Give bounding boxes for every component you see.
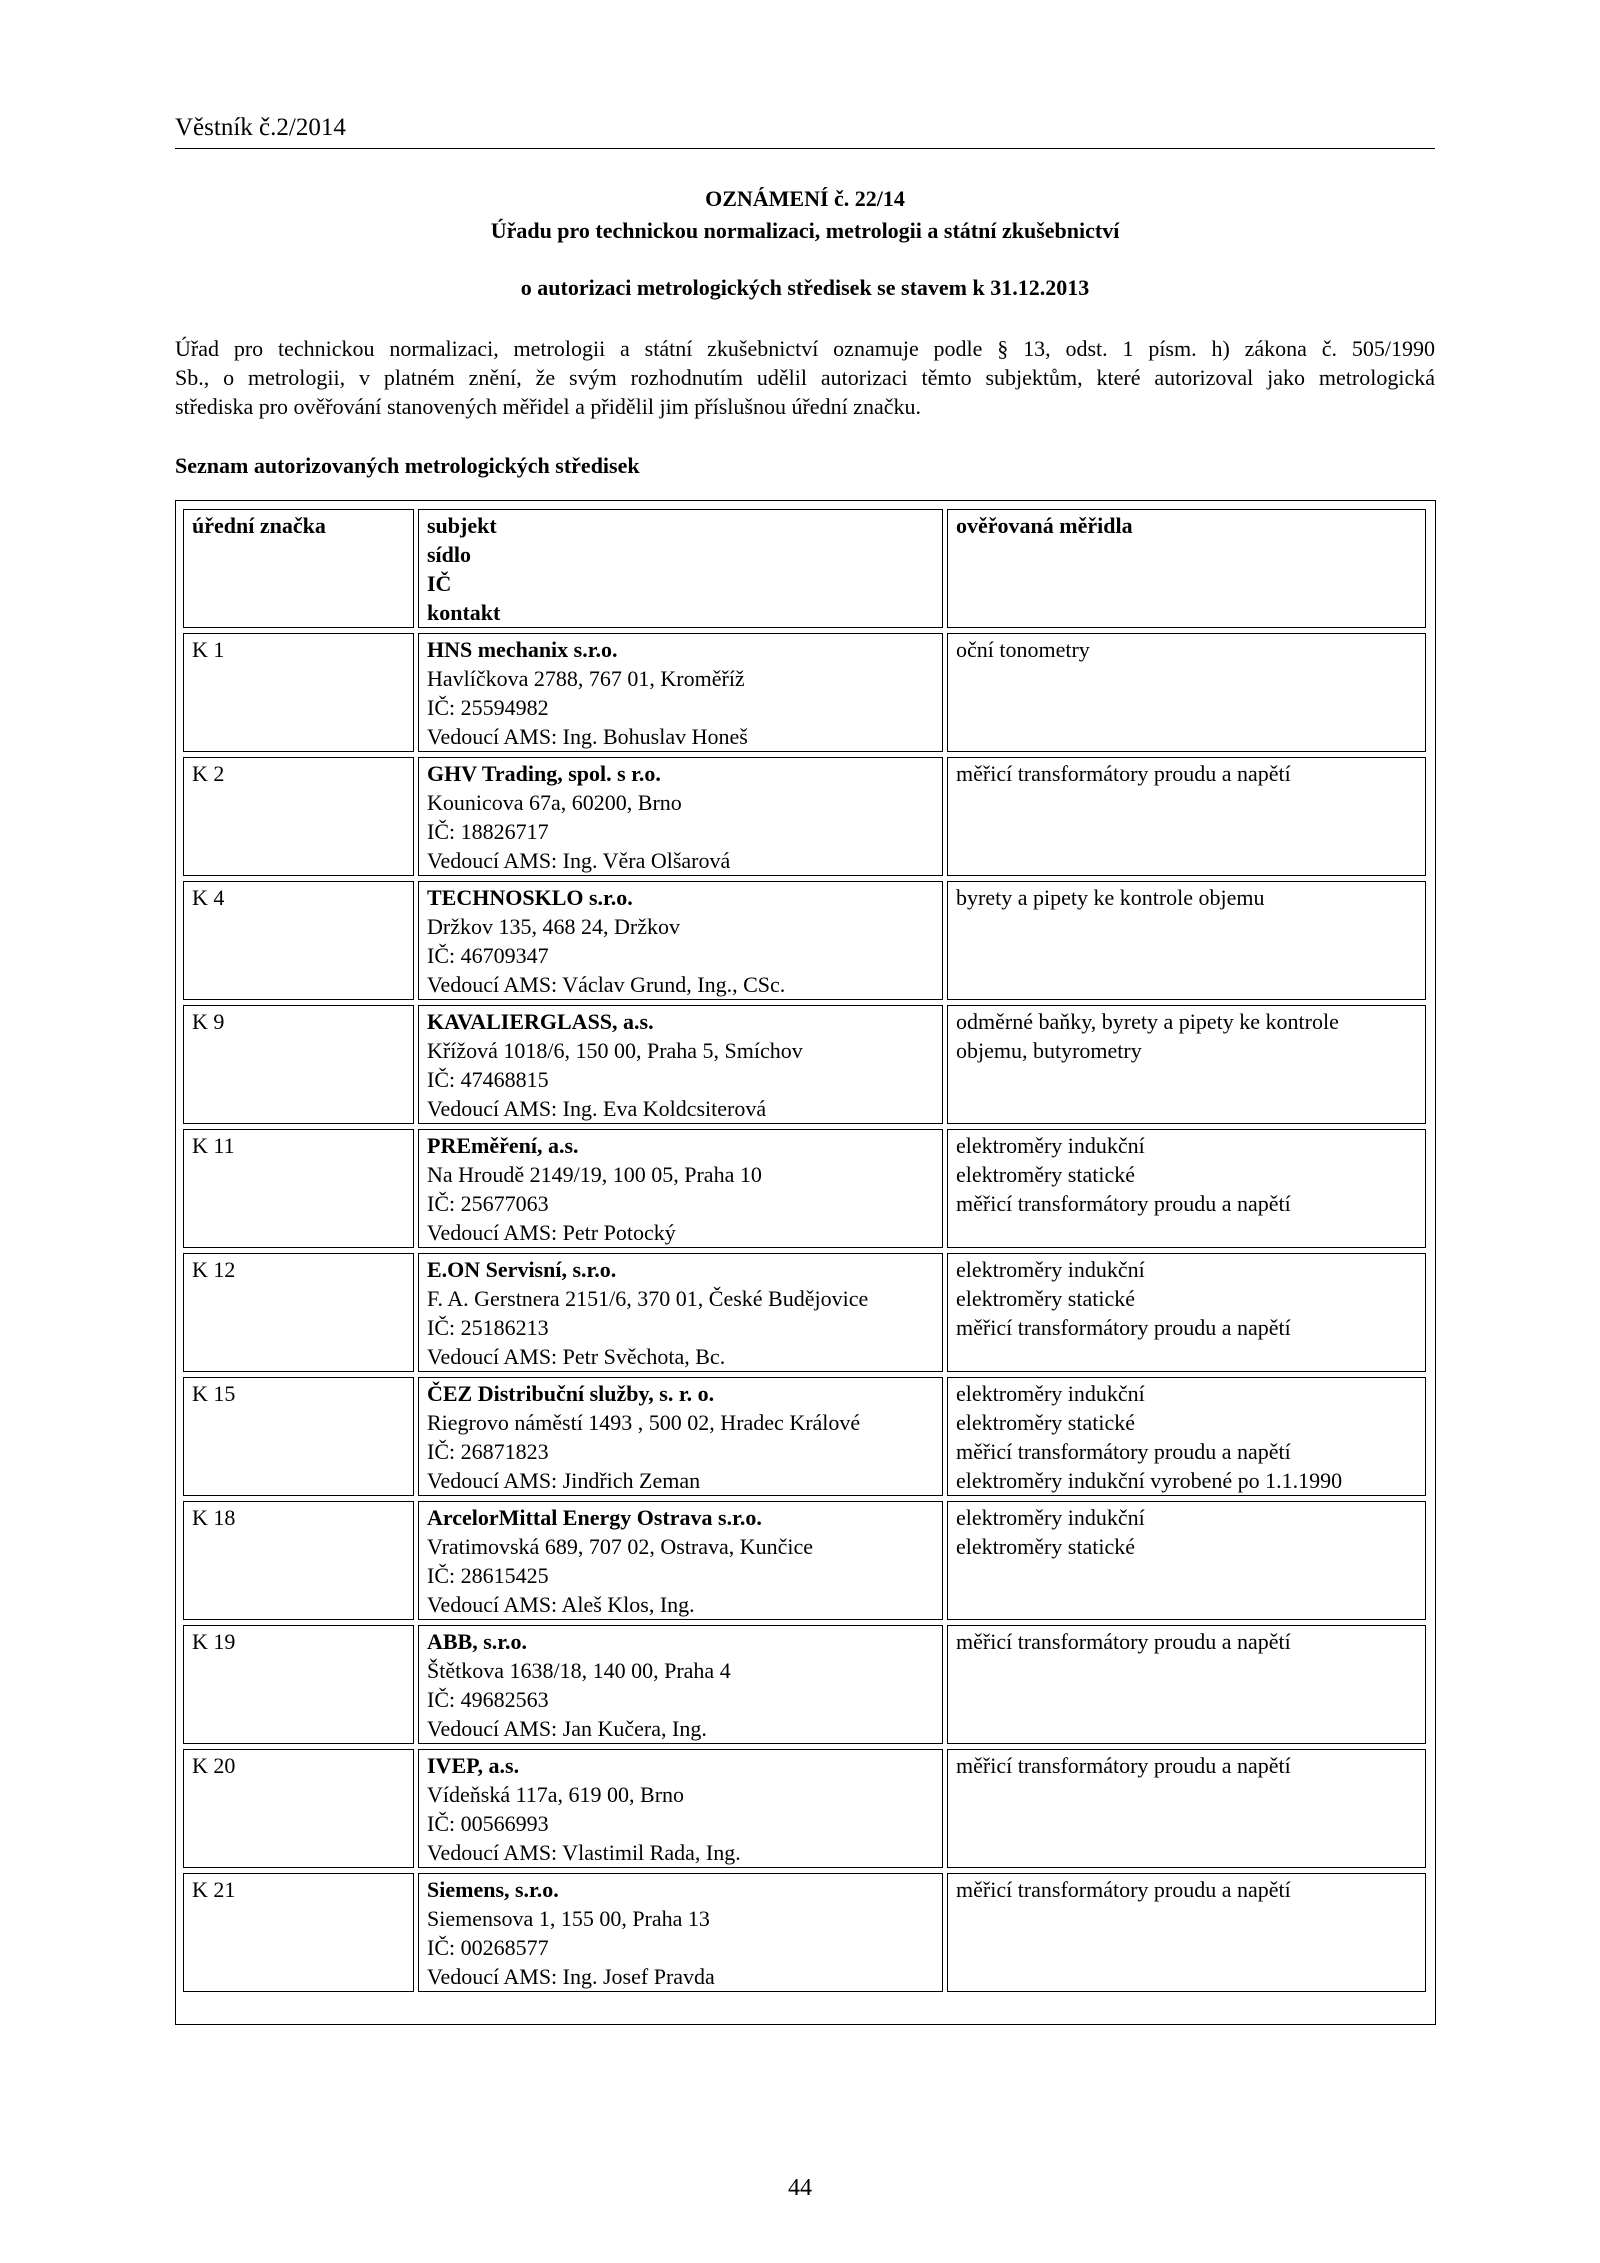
instrument-item: elektroměry indukční (956, 1133, 1145, 1158)
cell-subject (418, 1253, 943, 1372)
subject-ic: IČ: 25186213 (427, 1315, 549, 1340)
instrument-item: elektroměry statické (956, 1286, 1135, 1311)
subject-ic: IČ: 00566993 (427, 1811, 549, 1836)
cell-subject (418, 757, 943, 876)
subject-ic: IČ: 46709347 (427, 943, 549, 968)
page-number: 44 (788, 2175, 812, 2201)
cell-mark: K 15 (183, 1377, 414, 1496)
issuing-authority: Úřadu pro technickou normalizaci, metrologii a státní zkušebnictví (490, 218, 1120, 243)
subject-contact: Vedoucí AMS: Ing. Bohuslav Honeš (427, 724, 748, 749)
instrument-item: odměrné baňky, byrety a pipety ke kontrole (956, 1009, 1339, 1034)
instrument-item: elektroměry statické (956, 1410, 1135, 1435)
subject-name: ArcelorMittal Energy Ostrava s.r.o. (427, 1505, 762, 1530)
subject-address: Kounicova 67a, 60200, Brno (427, 790, 682, 815)
subject-ic: IČ: 25594982 (427, 695, 549, 720)
subject-address: Štětkova 1638/18, 140 00, Praha 4 (427, 1658, 731, 1683)
subject-ic: IČ: 28615425 (427, 1563, 549, 1588)
table-row (183, 1253, 1426, 1372)
table-row (183, 1377, 1426, 1496)
cell-instruments (947, 1253, 1426, 1372)
cell-instruments (947, 1625, 1426, 1744)
instrument-item: elektroměry indukční (956, 1257, 1145, 1282)
instrument-item: elektroměry indukční (956, 1505, 1145, 1530)
cell-subject (418, 881, 943, 1000)
subject-name: HNS mechanix s.r.o. (427, 637, 618, 662)
subject-contact: Vedoucí AMS: Ing. Věra Olšarová (427, 848, 731, 873)
table-header-row (183, 509, 1426, 628)
cell-mark: K 19 (183, 1625, 414, 1744)
cell-subject (418, 1501, 943, 1620)
cell-instruments (947, 633, 1426, 752)
header-label: kontakt (427, 600, 501, 625)
subject-name: KAVALIERGLASS, a.s. (427, 1009, 654, 1034)
subject-address: Siemensova 1, 155 00, Praha 13 (427, 1906, 710, 1931)
table-row (183, 881, 1426, 1000)
instrument-item: oční tonometry (956, 637, 1090, 662)
intro-line: Sb., o metrologii, v platném znění, že svým rozhodnutím udělil autorizaci těmto subjektům, které autorizoval jako metrologická (175, 365, 1435, 390)
cell-instruments (947, 1749, 1426, 1868)
cell-subject (418, 1749, 943, 1868)
intro-line: Úřad pro technickou normalizaci, metrologii a státní zkušebnictví oznamuje podle § 13, odst. 1 písm. h) zákona č. 505/1990 (175, 336, 1435, 361)
running-header: Věstník č.2/2014 (175, 112, 1435, 149)
header-label: IČ (427, 571, 452, 596)
intro-paragraph (175, 334, 1435, 421)
subject-name: ČEZ Distribuční služby, s. r. o. (427, 1381, 715, 1406)
instrument-item: měřicí transformátory proudu a napětí (956, 1629, 1291, 1654)
subject-address: Na Hroudě 2149/19, 100 05, Praha 10 (427, 1162, 762, 1187)
subject-contact: Vedoucí AMS: Aleš Klos, Ing. (427, 1592, 695, 1617)
cell-mark: K 4 (183, 881, 414, 1000)
table-row (183, 1873, 1426, 1992)
cell-instruments (947, 1005, 1426, 1124)
instrument-item: byrety a pipety ke kontrole objemu (956, 885, 1265, 910)
cell-mark: K 11 (183, 1129, 414, 1248)
instrument-item: měřicí transformátory proudu a napětí (956, 1315, 1291, 1340)
cell-subject (418, 1005, 943, 1124)
cell-subject (418, 633, 943, 752)
instrument-item: elektroměry indukční vyrobené po 1.1.1990 (956, 1468, 1343, 1493)
table-row (183, 1129, 1426, 1248)
cell-subject (418, 1129, 943, 1248)
cell-instruments (947, 1873, 1426, 1992)
cell-mark: K 12 (183, 1253, 414, 1372)
header-cell-mark: úřední značka (183, 509, 414, 628)
subject-address: Křížová 1018/6, 150 00, Praha 5, Smíchov (427, 1038, 803, 1063)
subject-ic: IČ: 00268577 (427, 1935, 549, 1960)
cell-subject (418, 1377, 943, 1496)
subject-ic: IČ: 25677063 (427, 1191, 549, 1216)
cell-mark: K 1 (183, 633, 414, 752)
subject-address: F. A. Gerstnera 2151/6, 370 01, České Budějovice (427, 1286, 869, 1311)
header-cell-subject (418, 509, 943, 628)
subject-ic: IČ: 18826717 (427, 819, 549, 844)
subject-contact: Vedoucí AMS: Jindřich Zeman (427, 1468, 701, 1493)
cell-mark: K 2 (183, 757, 414, 876)
cell-mark: K 18 (183, 1501, 414, 1620)
subject-address: Riegrovo náměstí 1493 , 500 02, Hradec Králové (427, 1410, 861, 1435)
cell-mark: K 9 (183, 1005, 414, 1124)
table-row (183, 1625, 1426, 1744)
instrument-item: objemu, butyrometry (956, 1038, 1142, 1063)
subject-address: Havlíčkova 2788, 767 01, Kroměříž (427, 666, 745, 691)
subject-name: GHV Trading, spol. s r.o. (427, 761, 661, 786)
cell-subject (418, 1873, 943, 1992)
subject-ic: IČ: 49682563 (427, 1687, 549, 1712)
announcement-number: OZNÁMENÍ č. 22/14 (705, 186, 905, 211)
intro-line: střediska pro ověřování stanovených měřidel a přidělil jim příslušnou úřední značku. (175, 394, 921, 419)
cell-instruments (947, 1501, 1426, 1620)
instrument-item: měřicí transformátory proudu a napětí (956, 1439, 1291, 1464)
table-row (183, 1005, 1426, 1124)
table-row (183, 1501, 1426, 1620)
header-label: sídlo (427, 542, 472, 567)
subject-address: Vratimovská 689, 707 02, Ostrava, Kunčice (427, 1534, 814, 1559)
subject-address: Vídeňská 117a, 619 00, Brno (427, 1782, 685, 1807)
list-title: Seznam autorizovaných metrologických středisek (175, 453, 640, 478)
instrument-item: měřicí transformátory proudu a napětí (956, 1191, 1291, 1216)
cell-instruments (947, 1377, 1426, 1496)
subject-ic: IČ: 47468815 (427, 1067, 549, 1092)
subject-name: ABB, s.r.o. (427, 1629, 528, 1654)
subject-contact: Vedoucí AMS: Ing. Josef Pravda (427, 1964, 715, 1989)
announcement-title (175, 183, 1435, 247)
header-cell-instruments: ověřovaná měřidla (947, 509, 1426, 628)
instrument-item: měřicí transformátory proudu a napětí (956, 1877, 1291, 1902)
cell-subject (418, 1625, 943, 1744)
table-row (183, 757, 1426, 876)
cell-instruments (947, 757, 1426, 876)
subject-name: E.ON Servisní, s.r.o. (427, 1257, 617, 1282)
instrument-item: měřicí transformátory proudu a napětí (956, 761, 1291, 786)
cell-instruments (947, 881, 1426, 1000)
instrument-item: elektroměry statické (956, 1162, 1135, 1187)
header-label: subjekt (427, 513, 497, 538)
centers-table (179, 504, 1430, 1997)
subject-contact: Vedoucí AMS: Petr Potocký (427, 1220, 676, 1245)
cell-instruments (947, 1129, 1426, 1248)
instrument-item: elektroměry indukční (956, 1381, 1145, 1406)
subject-contact: Vedoucí AMS: Ing. Eva Koldcsiterová (427, 1096, 767, 1121)
subject-contact: Vedoucí AMS: Václav Grund, Ing., CSc. (427, 972, 786, 997)
instrument-item: elektroměry statické (956, 1534, 1135, 1559)
subject-ic: IČ: 26871823 (427, 1439, 549, 1464)
cell-mark: K 20 (183, 1749, 414, 1868)
subject-contact: Vedoucí AMS: Jan Kučera, Ing. (427, 1716, 707, 1741)
subject-name: Siemens, s.r.o. (427, 1877, 559, 1902)
announcement-subject: o autorizaci metrologických středisek se stavem k 31.12.2013 (520, 275, 1090, 300)
table-row (183, 633, 1426, 752)
cell-mark: K 21 (183, 1873, 414, 1992)
table-row (183, 1749, 1426, 1868)
subject-contact: Vedoucí AMS: Petr Svěchota, Bc. (427, 1344, 726, 1369)
subject-name: TECHNOSKLO s.r.o. (427, 885, 633, 910)
subject-address: Držkov 135, 468 24, Držkov (427, 914, 680, 939)
centers-table-frame (175, 500, 1436, 2025)
instrument-item: měřicí transformátory proudu a napětí (956, 1753, 1291, 1778)
subject-name: IVEP, a.s. (427, 1753, 520, 1778)
subject-contact: Vedoucí AMS: Vlastimil Rada, Ing. (427, 1840, 741, 1865)
subject-name: PREměření, a.s. (427, 1133, 579, 1158)
